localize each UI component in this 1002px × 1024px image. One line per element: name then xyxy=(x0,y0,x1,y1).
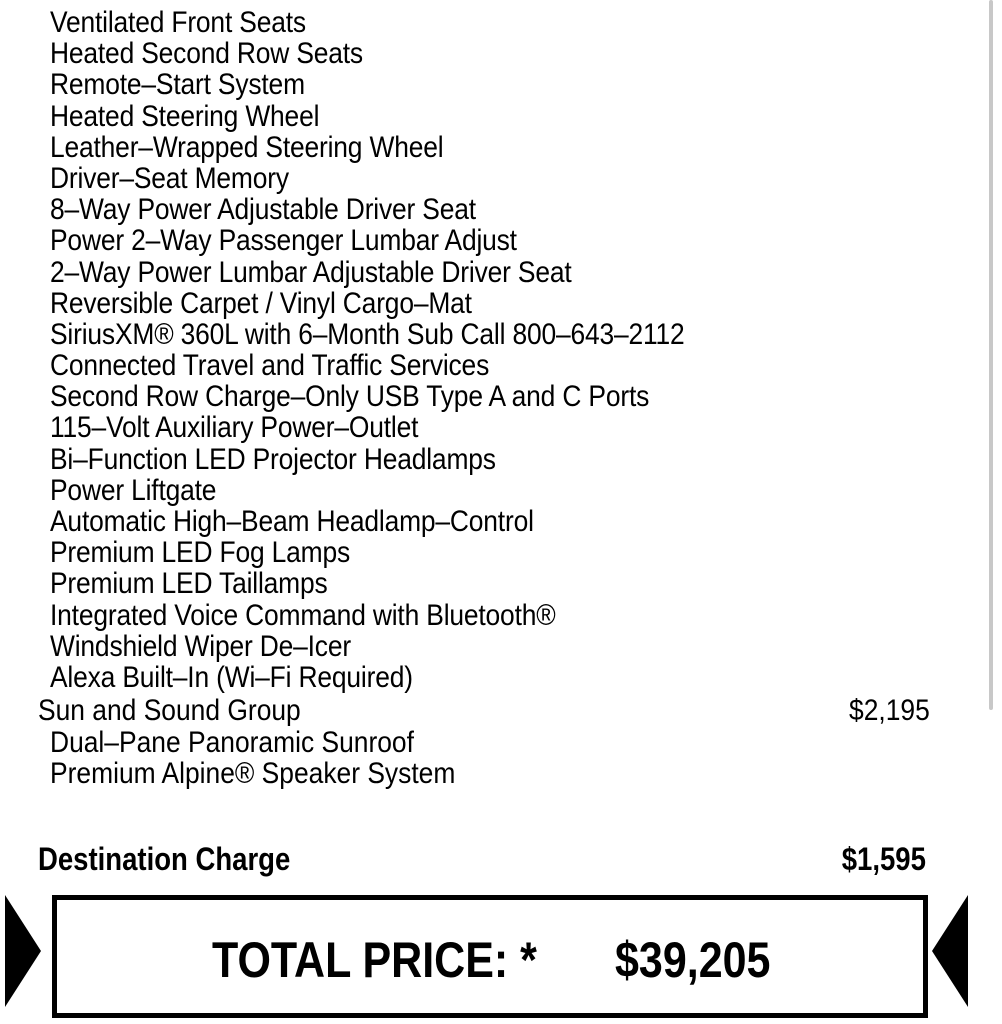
feature-item: Automatic High–Beam Headlamp–Control xyxy=(50,505,534,538)
option-group-price: $2,195 xyxy=(849,694,930,727)
arrow-right-pointing-icon xyxy=(5,895,41,1007)
feature-item: Remote–Start System xyxy=(50,68,305,102)
feature-item: Driver–Seat Memory xyxy=(50,161,289,195)
option-group-row xyxy=(38,695,930,727)
feature-item: Alexa Built–In (Wi–Fi Required) xyxy=(50,660,413,694)
feature-item: 115–Volt Auxiliary Power–Outlet xyxy=(50,411,419,445)
feature-item: Second Row Charge–Only USB Type A and C Ports xyxy=(50,380,650,414)
arrow-left-pointing-icon xyxy=(932,895,968,1007)
option-group-item: Dual–Pane Panoramic Sunroof xyxy=(50,726,414,759)
feature-item: Premium LED Fog Lamps xyxy=(50,536,351,570)
destination-charge-row xyxy=(38,840,926,878)
option-group-items xyxy=(50,727,511,789)
feature-item: Heated Second Row Seats xyxy=(50,37,363,71)
destination-charge-price: $1,595 xyxy=(841,841,926,877)
option-group-name: Sun and Sound Group xyxy=(38,694,301,727)
feature-item: 8–Way Power Adjustable Driver Seat xyxy=(50,193,476,227)
feature-item: 2–Way Power Lumbar Adjustable Driver Seat xyxy=(50,255,572,289)
feature-item: Bi–Function LED Projector Headlamps xyxy=(50,442,496,476)
feature-item: SiriusXM® 360L with 6–Month Sub Call 800–643–2112 xyxy=(50,317,685,351)
feature-item: Connected Travel and Traffic Services xyxy=(50,349,490,383)
total-price-label: TOTAL PRICE: * xyxy=(212,932,537,988)
feature-item: Heated Steering Wheel xyxy=(50,99,320,133)
feature-item: Windshield Wiper De–Icer xyxy=(50,629,351,663)
feature-item: Power 2–Way Passenger Lumbar Adjust xyxy=(50,224,517,258)
option-group-item: Premium Alpine® Speaker System xyxy=(50,757,456,791)
feature-item: Ventilated Front Seats xyxy=(50,6,306,39)
feature-item: Reversible Carpet / Vinyl Cargo–Mat xyxy=(50,286,472,320)
destination-charge-label: Destination Charge xyxy=(38,841,291,877)
total-price-value: $39,205 xyxy=(615,932,771,988)
feature-item: Leather–Wrapped Steering Wheel xyxy=(50,130,444,164)
total-price-box xyxy=(52,895,928,1018)
feature-list xyxy=(50,7,771,693)
feature-item: Integrated Voice Command with Bluetooth® xyxy=(50,598,556,632)
feature-item: Power Liftgate xyxy=(50,473,217,507)
scrollbar-thumb[interactable] xyxy=(989,0,993,710)
feature-item: Premium LED Taillamps xyxy=(50,567,328,601)
